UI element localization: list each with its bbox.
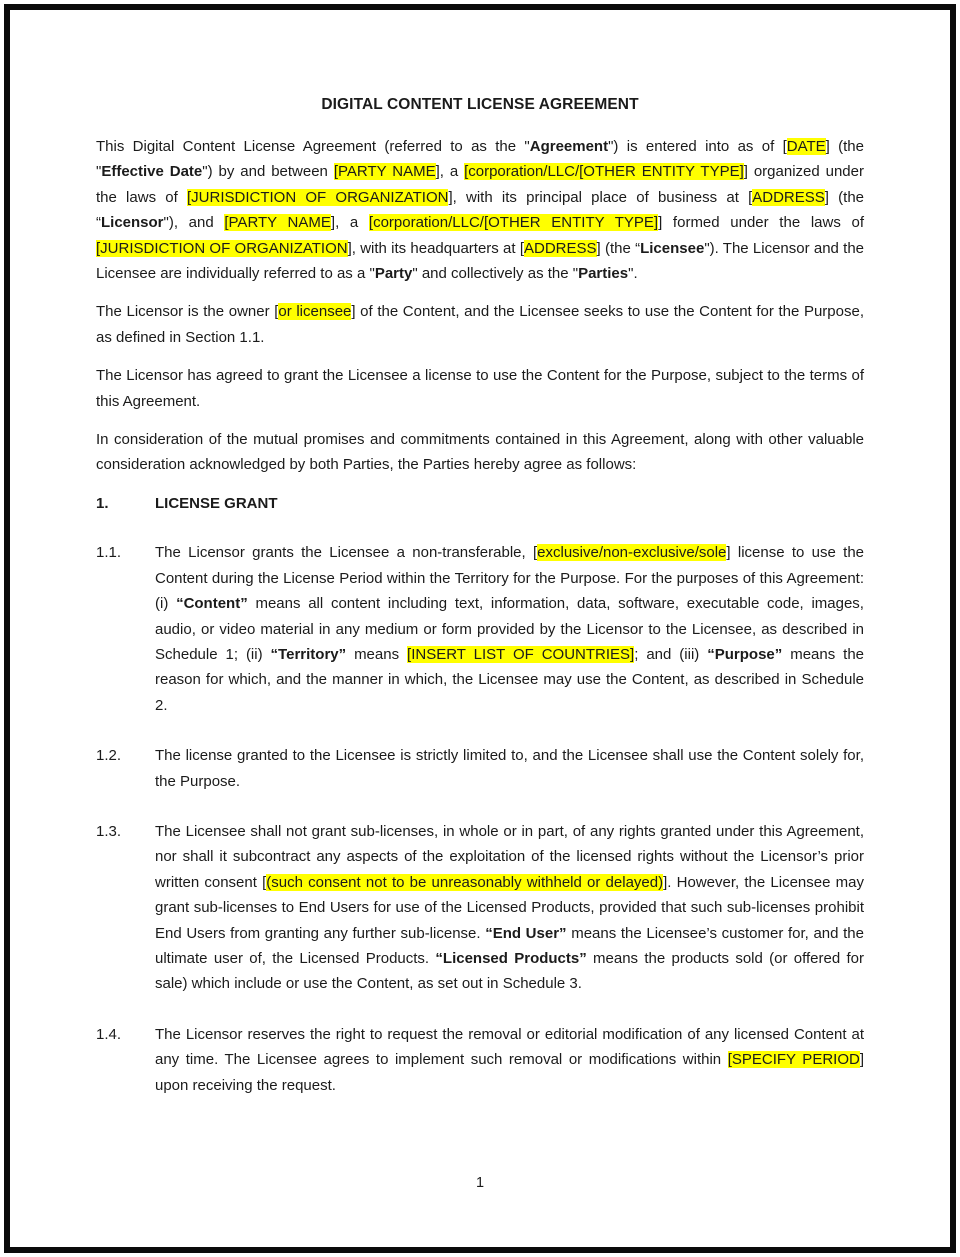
clause-1-2 xyxy=(96,743,864,794)
paragraph-text xyxy=(155,495,278,512)
text-segment: means the reason for which, and the manner in which, the Licensee may use the Content, as described in Schedule 2. xyxy=(155,645,865,714)
text-segment: ] license to use the Content during the License Period within the Territory for the Purpose. For the purposes of this Agreement: (i) xyxy=(155,544,865,613)
highlighted-placeholder: or licensee xyxy=(278,303,352,321)
paragraph-text xyxy=(96,138,864,282)
owner-paragraph xyxy=(96,299,864,350)
text-segment: Licensor xyxy=(101,214,164,232)
text-segment: ], a xyxy=(435,163,465,181)
text-segment: means the products sold (or offered for sale) which include or use the Content, as set out in Schedule 3. xyxy=(155,949,864,993)
highlighted-placeholder: [PARTY NAME xyxy=(333,163,436,181)
highlighted-placeholder: (such consent not to be unreasonably withheld or delayed) xyxy=(266,873,664,891)
text-segment: ] of the Content, and the Licensee seeks to use the Content for the Purpose, as defined in Section 1.1. xyxy=(96,303,864,346)
document-title: DIGITAL CONTENT LICENSE AGREEMENT xyxy=(321,96,639,113)
text-segment: ] (the " xyxy=(96,138,864,181)
text-segment: “Licensed Products” xyxy=(435,949,587,967)
text-segment: ] organized under the laws of xyxy=(96,163,864,206)
text-segment: Effective Date xyxy=(101,163,203,181)
document-body xyxy=(96,134,864,1098)
highlighted-placeholder: exclusive/non-exclusive/sole xyxy=(537,544,727,562)
text-segment: "), and xyxy=(163,214,225,232)
text-segment: ] formed under the laws of xyxy=(658,214,864,232)
text-segment: " and collectively as the " xyxy=(412,265,579,283)
clause-number: 1.4. xyxy=(96,1025,122,1043)
text-segment: In consideration of the mutual promises and commitments contained in this Agreement, along with other valuable consideration acknowledged by both Parties, the Parties hereby agree as follows: xyxy=(96,431,864,474)
paragraph-text xyxy=(155,544,864,713)
text-segment: LICENSE GRANT xyxy=(155,494,278,512)
text-segment: ] (the “ xyxy=(596,239,641,257)
highlighted-placeholder: [JURISDICTION OF ORGANIZATION xyxy=(187,188,449,206)
text-segment: ], with its principal place of business at [ xyxy=(448,188,753,206)
clause-number: 1.3. xyxy=(96,822,122,840)
document-page xyxy=(4,4,956,1253)
highlighted-placeholder: [corporation/LLC/[OTHER ENTITY TYPE] xyxy=(464,163,744,181)
page-number: 1 xyxy=(475,1175,485,1191)
highlighted-placeholder: [INSERT LIST OF COUNTRIES] xyxy=(407,645,635,663)
text-segment: “End User” xyxy=(485,924,567,942)
text-segment: “Purpose” xyxy=(707,645,783,663)
text-segment: Licensee xyxy=(640,239,705,257)
text-segment: The Licensor reserves the right to request the removal or editorial modification of any licensed Content at any time. The Licensee agrees to implement such removal or modifications within xyxy=(155,1025,864,1069)
text-segment: ") is entered into as of [ xyxy=(608,138,787,155)
text-segment: ") by and between xyxy=(202,163,334,181)
text-segment: The Licensor is the owner [ xyxy=(96,303,279,321)
paragraph-text xyxy=(96,303,864,345)
text-segment: Party xyxy=(374,265,413,283)
clause-number: 1. xyxy=(96,494,109,512)
text-segment: The license granted to the Licensee is strictly limited to, and the Licensee shall use the Content solely for, the Purpose. xyxy=(155,747,864,790)
text-segment: The Licensee shall not grant sub-licenses, in whole or in part, of any rights granted under this Agreement, nor shall it subcontract any aspects of the exploitation of the licensed rights without the Licensor’s prior written consent [ xyxy=(155,822,864,891)
section-heading-license-grant xyxy=(96,491,864,516)
text-segment: This Digital Content License Agreement (referred to as the " xyxy=(96,138,530,155)
text-segment: ] (the “ xyxy=(96,188,865,232)
text-segment: means all content including text, information, data, software, executable code, images, audio, or video material in any medium or form provided by the Licensor to the Licensee, as described in Schedule 1; (ii) xyxy=(155,595,864,663)
text-segment: means the Licensee’s customer for, and the ultimate user of, the Licensed Products. xyxy=(155,924,864,967)
clause-number: 1.2. xyxy=(96,747,122,765)
text-segment: means xyxy=(346,645,408,663)
text-segment: ], with its headquarters at [ xyxy=(347,239,525,257)
text-segment: ]. However, the Licensee may grant sub-licenses to End Users for use of the Licensed Products, provided that such sub-licenses prohibit End Users from granting any further sub-license. xyxy=(155,873,864,942)
paragraph-text xyxy=(96,367,864,409)
highlighted-placeholder: [corporation/LLC/[OTHER ENTITY TYPE] xyxy=(368,214,659,232)
clause-1-4 xyxy=(96,1022,864,1098)
highlighted-placeholder: ADDRESS xyxy=(752,188,825,206)
highlighted-placeholder: ADDRESS xyxy=(524,239,597,257)
highlighted-placeholder: DATE xyxy=(786,138,826,155)
highlighted-placeholder: [JURISDICTION OF ORGANIZATION xyxy=(96,239,348,257)
text-segment: Agreement xyxy=(529,138,609,155)
text-segment: ". xyxy=(628,265,638,283)
text-segment: The Licensor grants the Licensee a non-transferable, [ xyxy=(155,544,538,562)
paragraph-text xyxy=(155,747,864,789)
clause-1-1 xyxy=(96,540,864,718)
paragraph-text xyxy=(155,1026,864,1094)
text-segment: The Licensor has agreed to grant the Licensee a license to use the Content for the Purpose, subject to the terms of this Agreement. xyxy=(96,367,864,410)
text-segment: ] upon receiving the request. xyxy=(155,1051,864,1094)
text-segment: "). The Licensor and the Licensee are individually referred to as a " xyxy=(96,239,865,283)
intro-paragraph xyxy=(96,134,864,286)
text-segment: “Content” xyxy=(176,595,248,613)
text-segment: ], a xyxy=(330,214,369,232)
clause-1-3 xyxy=(96,819,864,997)
text-segment: “Territory” xyxy=(270,645,347,663)
text-segment: ; and (iii) xyxy=(634,645,708,663)
grant-intent-paragraph xyxy=(96,363,864,414)
clause-number: 1.1. xyxy=(96,544,122,562)
highlighted-placeholder: [SPECIFY PERIOD xyxy=(727,1051,860,1069)
consideration-paragraph xyxy=(96,427,864,478)
paragraph-text xyxy=(155,823,864,992)
highlighted-placeholder: [PARTY NAME xyxy=(224,214,331,232)
paragraph-text xyxy=(96,431,864,473)
text-segment: Parties xyxy=(578,265,629,283)
